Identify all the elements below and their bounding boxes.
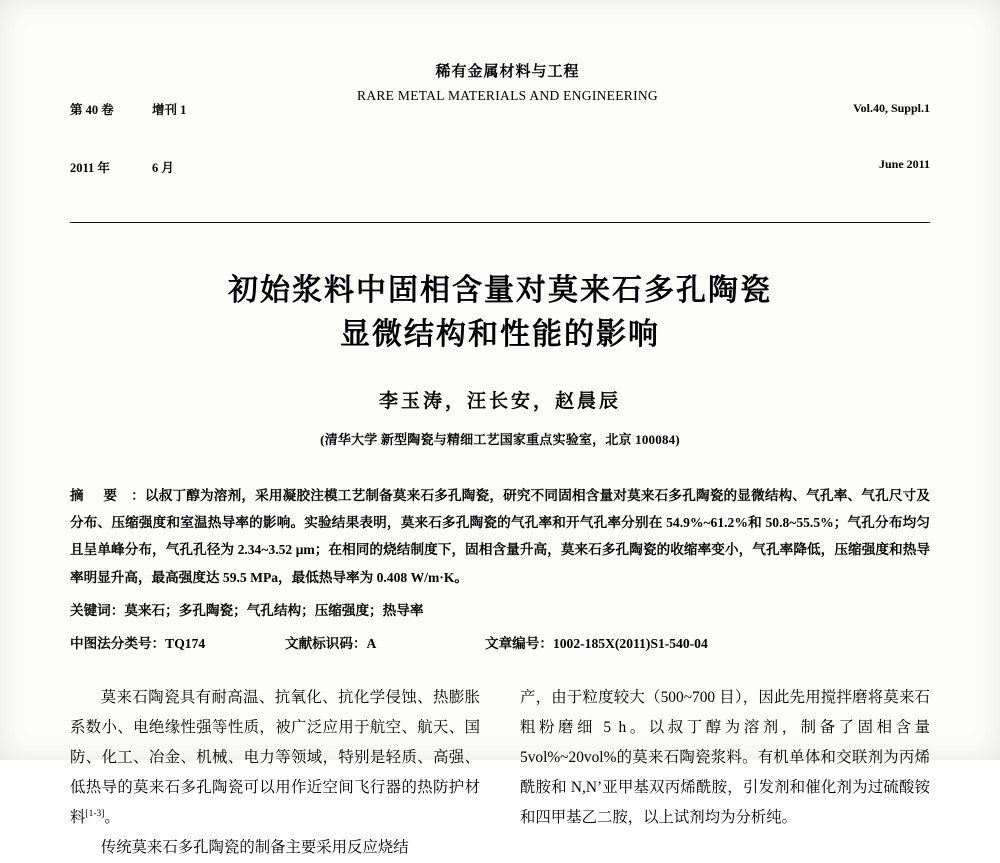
left-column <box>70 683 480 863</box>
keywords-line: 关键词：莫来石；多孔陶瓷；气孔结构；压缩强度；热导率 <box>70 602 424 618</box>
abstract-text: ：以叔丁醇为溶剂，采用凝胶注模工艺制备莫来石多孔陶瓷，研究不同固相含量对莫来石多孔陶瓷的显微结构、气孔率、气孔尺寸及分布、压缩强度和室温热导率的影响。实验结果表明，莫来石多孔陶瓷的气孔率和开气孔率分别在 54.9%~61.2%和 50.8~55.5%；气孔分布均匀且呈单峰分布，气孔孔径为 2.34~3.52 μm；在相同的烧结制度下，固相含量升高，莫来石多孔陶瓷的收缩率变小，气孔率降低，压缩强度和热导率明显升高，最高强度达 59.5 MPa，最低热导率为 0.408 W/m·K。 <box>70 488 930 585</box>
paper-title-line-2: 显微结构和性能的影响 <box>340 317 660 351</box>
volume-label: 第 40 卷 <box>70 102 114 117</box>
journal-title <box>260 61 755 107</box>
date-right-label: June 2011 <box>878 156 930 171</box>
left-paragraph-2: 传统莫来石多孔陶瓷的制备主要采用反应烧结 <box>100 839 409 857</box>
running-head <box>70 62 930 220</box>
abstract-body <box>70 482 930 591</box>
month-label: 6 月 <box>152 160 174 175</box>
year-label: 2011 年 <box>70 160 110 175</box>
abstract-paragraph <box>70 482 930 591</box>
supplement-label: 增刊 1 <box>152 102 187 117</box>
left-paragraph-1 <box>70 683 480 833</box>
clc-number: 中图法分类号：TQ174 <box>70 635 206 651</box>
journal-title-en: RARE METAL MATERIALS AND ENGINEERING <box>357 88 658 104</box>
title-block <box>70 269 930 448</box>
journal-title-cn: 稀有金属材料与工程 <box>435 64 580 80</box>
right-column <box>520 683 930 863</box>
right-paragraph-1: 产，由于粒度较大（500~700 目），因此先用搅拌磨将莫来石粗粉磨细 5 h。以叔丁醇为溶剂，制备了固相含量 5vol%~20vol%的莫来石陶瓷浆料。有机单体和交联剂为丙烯酰胺和 N,N’亚甲基双丙烯酰胺，引发剂和催化剂为过硫酸铵和四甲基乙二胺，以上试剂均为分析纯。 <box>520 689 930 827</box>
volume-right-label: Vol.40, Suppl.1 <box>853 101 930 116</box>
running-head-left <box>70 62 260 217</box>
page-content <box>70 62 930 863</box>
abstract-label: 摘 要 <box>70 488 126 503</box>
document-code: 文献标识码：A <box>285 635 377 651</box>
header-rule <box>70 222 930 223</box>
author-list: 李玉涛，汪长安，赵晨辰 <box>378 391 621 412</box>
running-head-right <box>755 62 930 211</box>
article-id: 文章编号：1002-185X(2011)S1-540-04 <box>485 635 708 651</box>
left-paragraph-1-tail: 。 <box>104 809 120 827</box>
abstract-block <box>70 482 930 657</box>
affiliation: (清华大学 新型陶瓷与精细工艺国家重点实验室，北京 100084) <box>320 432 680 447</box>
paper-title-line-1: 初始浆料中固相含量对莫来石多孔陶瓷 <box>228 274 772 307</box>
left-paragraph-1-text: 莫来石陶瓷具有耐高温、抗氧化、抗化学侵蚀、热膨胀系数小、电绝缘性强等性质，被广泛应用于航空、航天、国防、化工、冶金、机械、电力等领域，特别是轻质、高强、低热导的莫来石多孔陶瓷可以用作近空间飞行器的热防护材料 <box>70 689 480 827</box>
body-columns <box>70 683 930 863</box>
classification-line <box>70 630 930 657</box>
citation-ref: [1-3] <box>85 809 105 820</box>
